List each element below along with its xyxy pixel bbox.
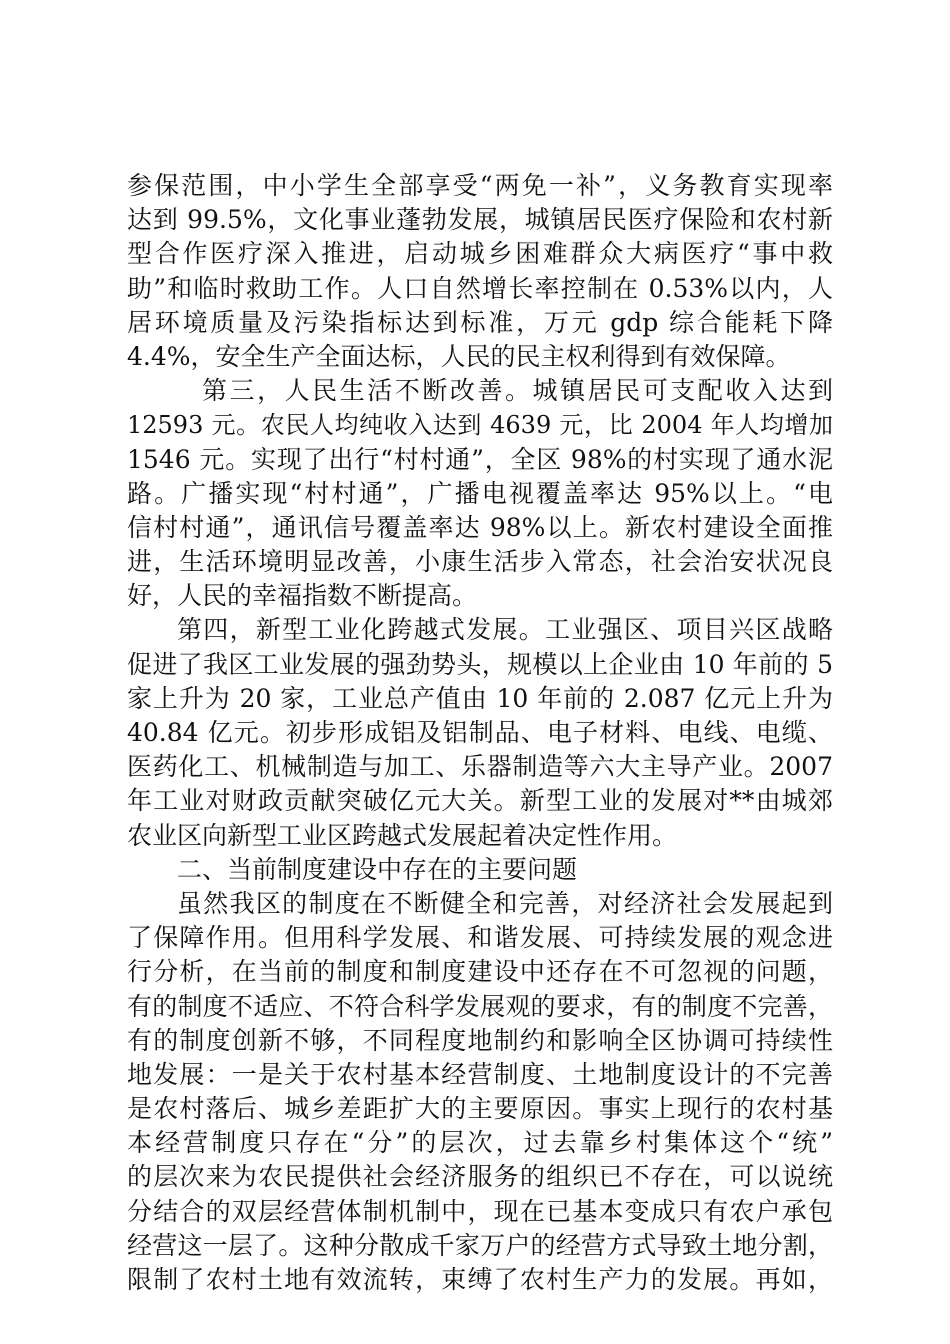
text-line: 是农村落后、城乡差距扩大的主要原因。事实上现行的农村基 <box>127 1094 833 1124</box>
text-line: 4.4%，安全生产全面达标，人民的民主权利得到有效保障。 <box>127 341 791 371</box>
text-line: 第三，人民生活不断改善。城镇居民可支配收入达到 <box>202 376 833 406</box>
text-line: 本经营制度只存在“分”的层次，过去靠乡村集体这个“统” <box>127 1128 833 1158</box>
text-line: 分结合的双层经营体制机制中，现在已基本变成只有农户承包 <box>127 1196 833 1226</box>
text-line: 居环境质量及污染指标达到标准，万元 gdp 综合能耗下降 <box>127 307 833 337</box>
text-line: 型合作医疗深入推进，启动城乡困难群众大病医疗“事中救 <box>127 239 833 269</box>
text-line: 进，生活环境明显改善，小康生活步入常态，社会治安状况良 <box>127 547 833 577</box>
text-line: 行分析，在当前的制度和制度建设中还存在不可忽视的问题， <box>127 957 833 987</box>
text-line: 信村村通”，通讯信号覆盖率达 98%以上。新农村建设全面推 <box>127 512 833 542</box>
text-line: 虽然我区的制度在不断健全和完善，对经济社会发展起到 <box>177 888 833 918</box>
text-line: 经营这一层了。这种分散成千家万户的经营方式导致土地分割， <box>127 1230 833 1260</box>
text-line: 二、当前制度建设中存在的主要问题 <box>177 854 578 884</box>
text-line: 医药化工、机械制造与加工、乐器制造等六大主导产业。2007 <box>127 752 833 782</box>
text-line: 达到 99.5%，文化事业蓬勃发展，城镇居民医疗保险和农村新 <box>127 205 833 235</box>
text-line: 好，人民的幸福指数不断提高。 <box>127 581 478 611</box>
text-line: 年工业对财政贡献突破亿元大关。新型工业的发展对**由城郊 <box>127 786 833 816</box>
text-line: 家上升为 20 家，工业总产值由 10 年前的 2.087 亿元上升为 <box>127 683 833 713</box>
text-line: 的层次来为农民提供社会经济服务的组织已不存在，可以说统 <box>127 1162 833 1192</box>
text-line: 1546 元。实现了出行“村村通”，全区 98%的村实现了通水泥 <box>127 444 833 474</box>
text-line: 促进了我区工业发展的强劲势头，规模以上企业由 10 年前的 5 <box>127 649 833 679</box>
text-line: 限制了农村土地有效流转，束缚了农村生产力的发展。再如， <box>127 1265 833 1294</box>
text-line: 参保范围，中小学生全部享受“两免一补”，义务教育实现率 <box>127 171 833 200</box>
text-line: 有的制度创新不够，不同程度地制约和影响全区协调可持续性 <box>127 1025 833 1055</box>
text-line: 有的制度不适应、不符合科学发展观的要求，有的制度不完善， <box>127 991 833 1021</box>
text-line: 地发展：一是关于农村基本经营制度、土地制度设计的不完善 <box>127 1059 833 1089</box>
text-line: 12593 元。农民人均纯收入达到 4639 元，比 2004 年人均增加 <box>127 411 833 440</box>
text-line: 助”和临时救助工作。人口自然增长率控制在 0.53%以内，人 <box>127 273 833 303</box>
text-line: 农业区向新型工业区跨越式发展起着决定性作用。 <box>127 820 678 850</box>
document-body <box>127 169 833 1297</box>
text-line: 路。广播实现“村村通”，广播电视覆盖率达 95%以上。“电 <box>127 478 833 508</box>
text-line: 第四，新型工业化跨越式发展。工业强区、项目兴区战略 <box>177 615 833 645</box>
text-line: 了保障作用。但用科学发展、和谐发展、可持续发展的观念进 <box>127 923 833 953</box>
text-line: 40.84 亿元。初步形成铝及铝制品、电子材料、电线、电缆、 <box>127 718 833 747</box>
